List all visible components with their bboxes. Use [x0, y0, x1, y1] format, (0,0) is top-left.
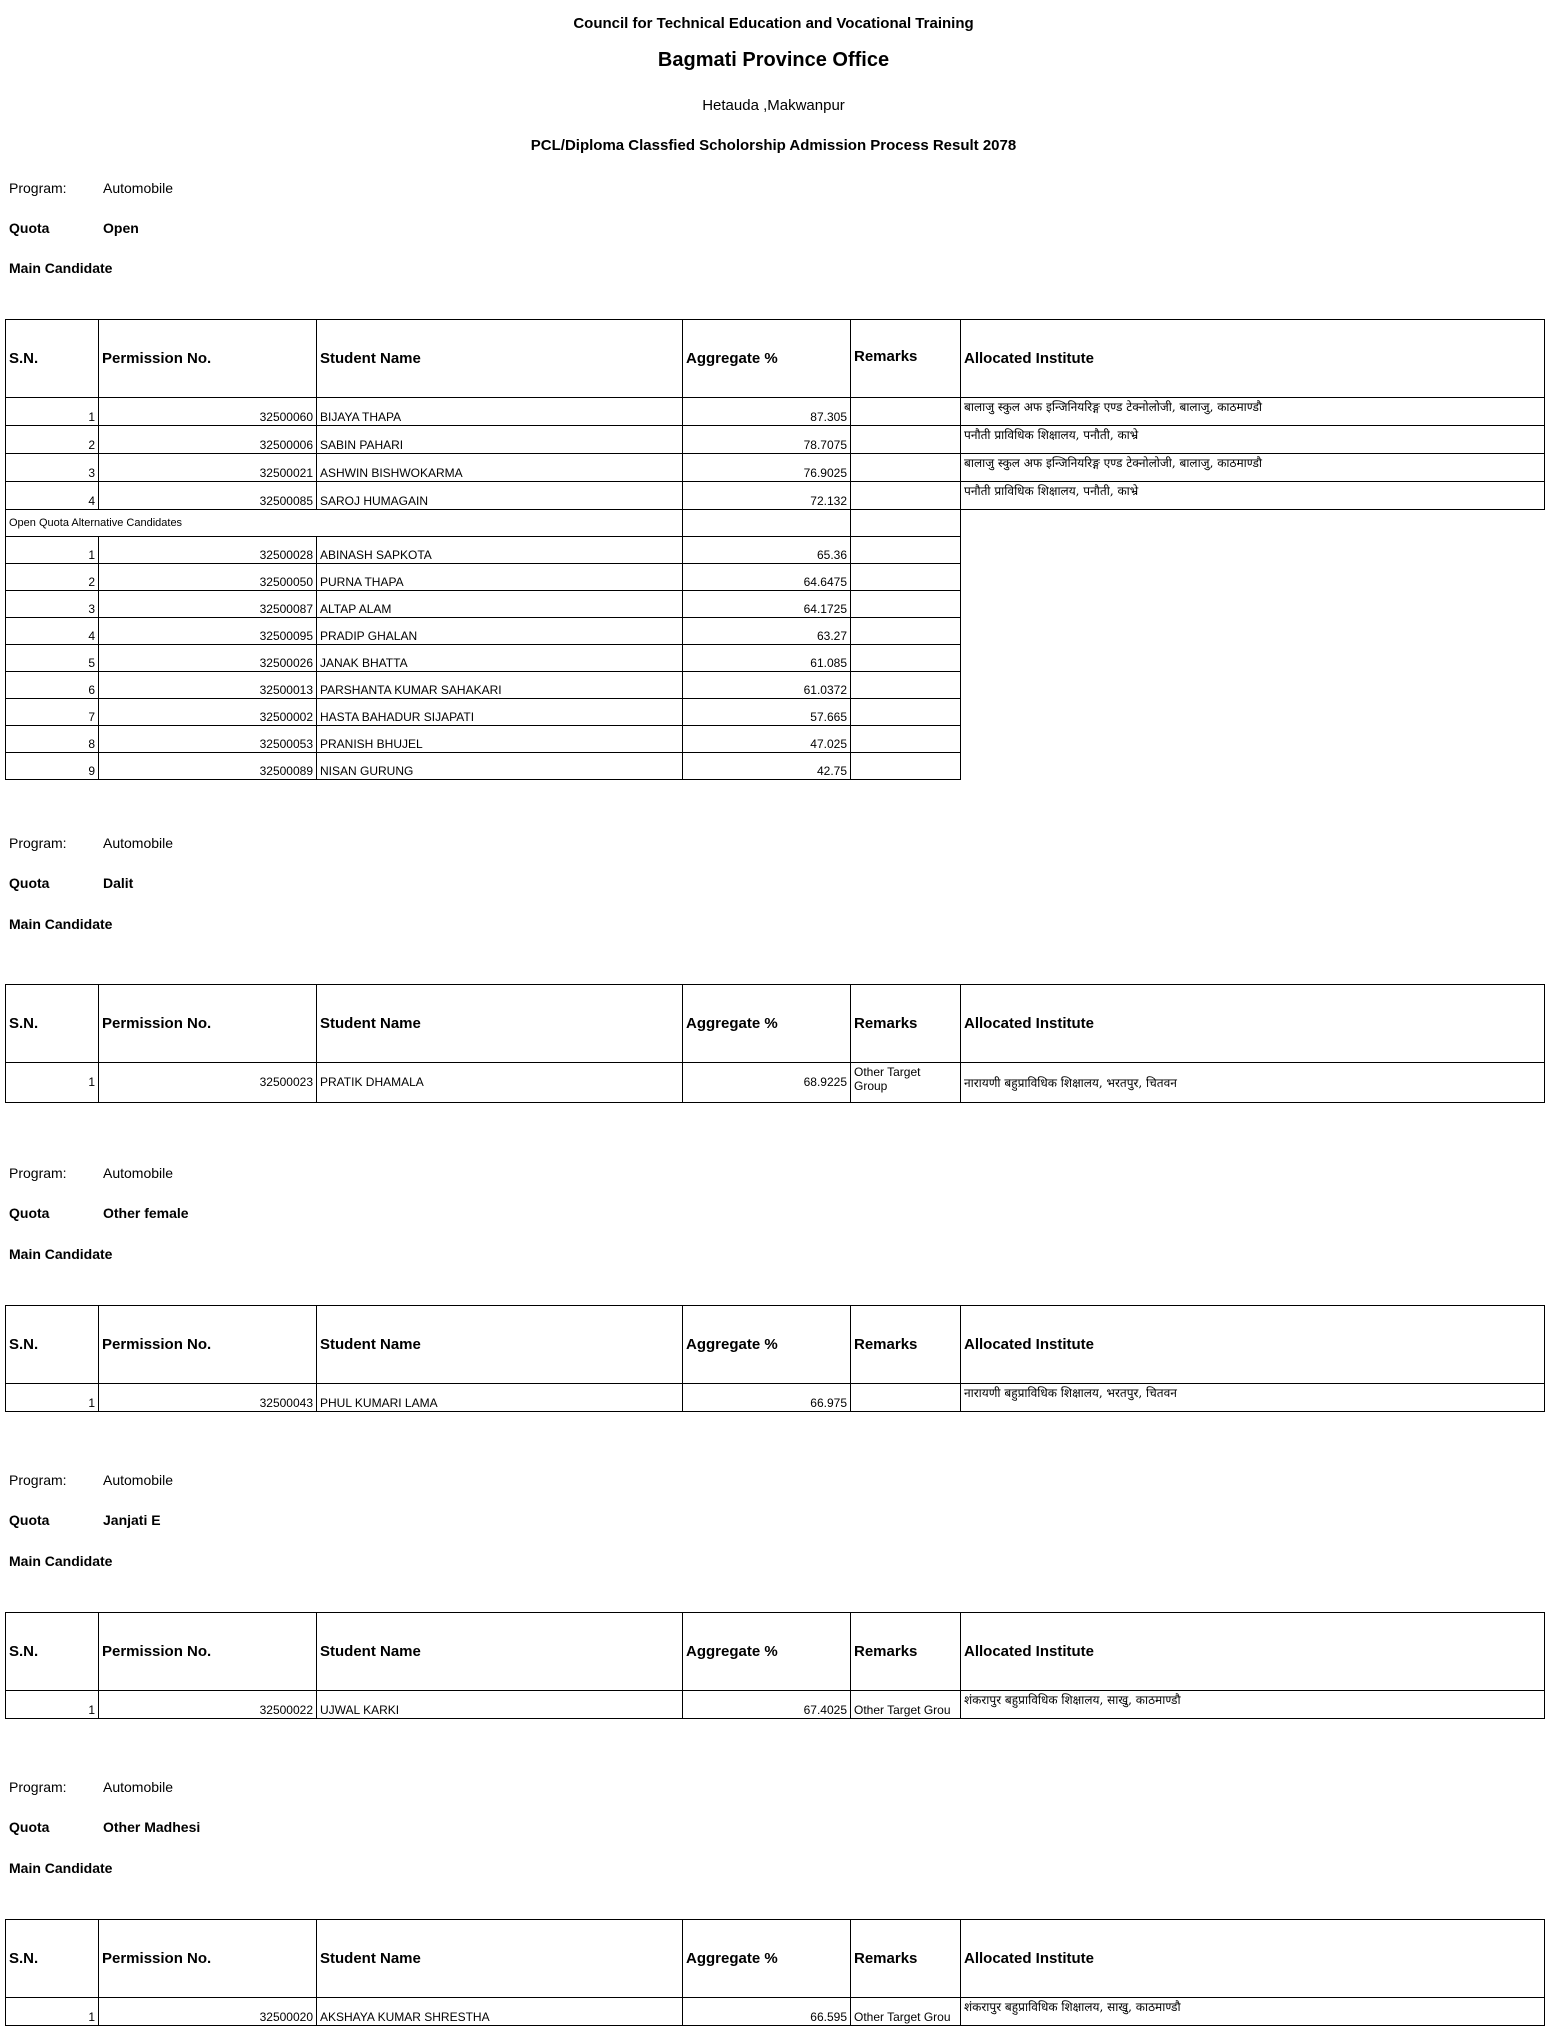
- quota-line: Quota Other female: [9, 1205, 189, 1221]
- main-candidate-label: Main Candidate: [9, 1553, 113, 1569]
- table-row: 8 32500053 PRANISH BHUJEL 47.025: [6, 726, 1545, 753]
- table-row: 2 32500006 SABIN PAHARI 78.7075 पनौती प्राविधिक शिक्षालय, पनौती, काभ्रे: [6, 426, 1545, 454]
- main-candidate-label: Main Candidate: [9, 1246, 113, 1262]
- col-sn: S.N.: [6, 1306, 99, 1384]
- program-line: Program: Automobile: [9, 835, 174, 851]
- col-name: Student Name: [317, 320, 683, 398]
- table-header: [6, 320, 1545, 398]
- table-header: [6, 1306, 1545, 1384]
- program-line: Program: Automobile: [9, 1165, 174, 1181]
- col-remarks: Remarks: [851, 1920, 961, 1998]
- col-sn: S.N.: [6, 985, 99, 1063]
- col-permission: Permission No.: [99, 320, 317, 398]
- table-row: 1 32500043 PHUL KUMARI LAMA 66.975 नारायणी बहुप्राविधिक शिक्षालय, भरतपुर, चितवन: [6, 1384, 1545, 1412]
- col-name: Student Name: [317, 985, 683, 1063]
- table-row: 3 32500087 ALTAP ALAM 64.1725: [6, 591, 1545, 618]
- result-table-other-female: [5, 1305, 1545, 1412]
- col-remarks: Remarks: [851, 985, 961, 1063]
- main-candidate-label: Main Candidate: [9, 916, 113, 932]
- table-row: 4 32500095 PRADIP GHALAN 63.27: [6, 618, 1545, 645]
- program-value: Automobile: [103, 180, 174, 196]
- quota-value: Other Madhesi: [103, 1819, 201, 1835]
- program-value: Automobile: [103, 835, 174, 851]
- col-name: Student Name: [317, 1613, 683, 1691]
- result-table-dalit: [5, 984, 1545, 1103]
- quota-value: Open: [103, 220, 139, 236]
- table-row: 1 32500028 ABINASH SAPKOTA 65.36: [6, 537, 1545, 564]
- office-location: Hetauda ,Makwanpur: [702, 97, 845, 114]
- org-title: Council for Technical Education and Vocational Training: [573, 15, 974, 32]
- table-row: 1 32500023 PRATIK DHAMALA 68.9225 Other Target Group नारायणी बहुप्राविधिक शिक्षालय, भरतपुर, चितवन: [6, 1063, 1545, 1103]
- main-candidate-label: Main Candidate: [9, 1860, 113, 1876]
- quota-line: Quota Open: [9, 220, 139, 236]
- col-permission: Permission No.: [99, 1920, 317, 1998]
- col-aggregate: Aggregate %: [683, 985, 851, 1063]
- col-remarks: Remarks: [851, 1613, 961, 1691]
- col-aggregate: Aggregate %: [683, 1613, 851, 1691]
- col-institute: Allocated Institute: [961, 1920, 1545, 1998]
- col-aggregate: Aggregate %: [683, 1306, 851, 1384]
- quota-value: Janjati E: [103, 1512, 161, 1528]
- table-header: [6, 1613, 1545, 1691]
- col-permission: Permission No.: [99, 1306, 317, 1384]
- result-table-other-madhesi: [5, 1919, 1545, 2026]
- col-institute: Allocated Institute: [961, 1306, 1545, 1384]
- col-permission: Permission No.: [99, 985, 317, 1063]
- table-row: 2 32500050 PURNA THAPA 64.6475: [6, 564, 1545, 591]
- col-sn: S.N.: [6, 1613, 99, 1691]
- program-line: Program: Automobile: [9, 1472, 174, 1488]
- program-value: Automobile: [103, 1779, 174, 1795]
- table-row: 6 32500013 PARSHANTA KUMAR SAHAKARI 61.0372: [6, 672, 1545, 699]
- quota-value: Other female: [103, 1205, 189, 1221]
- alt-candidates-label: Open Quota Alternative Candidates: [6, 510, 683, 537]
- col-remarks: Remarks: [851, 1306, 961, 1384]
- office-title: Bagmati Province Office: [657, 49, 890, 71]
- table-row: 1 32500020 AKSHAYA KUMAR SHRESTHA 66.595 Other Target Grou शंकरापुर बहुप्राविधिक शिक्षालय, साखु, काठमाण्डौ: [6, 1998, 1545, 2026]
- table-header: [6, 1920, 1545, 1998]
- table-header: [6, 985, 1545, 1063]
- table-row: 9 32500089 NISAN GURUNG 42.75: [6, 753, 1545, 780]
- col-aggregate: Aggregate %: [683, 1920, 851, 1998]
- main-candidate-label: Main Candidate: [9, 260, 113, 276]
- col-name: Student Name: [317, 1920, 683, 1998]
- col-aggregate: Aggregate %: [683, 320, 851, 398]
- program-value: Automobile: [103, 1165, 174, 1181]
- result-title: PCL/Diploma Classfied Scholorship Admission Process Result 2078: [530, 137, 1017, 154]
- quota-line: Quota Dalit: [9, 875, 134, 891]
- quota-value: Dalit: [103, 875, 134, 891]
- col-institute: Allocated Institute: [961, 1613, 1545, 1691]
- quota-line: Quota Other Madhesi: [9, 1819, 201, 1835]
- result-table-open: [5, 319, 1545, 780]
- table-row: 3 32500021 ASHWIN BISHWOKARMA 76.9025 बालाजु स्कुल अफ इन्जिनियरिङ्ग एण्ड टेक्नोलोजी, बालाजु, काठमाण्डौ: [6, 454, 1545, 482]
- col-permission: Permission No.: [99, 1613, 317, 1691]
- table-row: 7 32500002 HASTA BAHADUR SIJAPATI 57.665: [6, 699, 1545, 726]
- table-row: 1 32500022 UJWAL KARKI 67.4025 Other Target Grou शंकरापुर बहुप्राविधिक शिक्षालय, साखु, काठमाण्डौ: [6, 1691, 1545, 1719]
- program-line: Program: Automobile: [9, 180, 174, 196]
- result-table-janjati-e: [5, 1612, 1545, 1719]
- col-remarks: Remarks: [851, 320, 961, 398]
- col-sn: S.N.: [6, 1920, 99, 1998]
- table-row: 4 32500085 SAROJ HUMAGAIN 72.132 पनौती प्राविधिक शिक्षालय, पनौती, काभ्रे: [6, 482, 1545, 510]
- col-name: Student Name: [317, 1306, 683, 1384]
- quota-line: Quota Janjati E: [9, 1512, 161, 1528]
- col-institute: Allocated Institute: [961, 320, 1545, 398]
- table-row: 5 32500026 JANAK BHATTA 61.085: [6, 645, 1545, 672]
- col-sn: S.N.: [6, 320, 99, 398]
- table-row: 1 32500060 BIJAYA THAPA 87.305 बालाजु स्कुल अफ इन्जिनियरिङ्ग एण्ड टेक्नोलोजी, बालाजु, काठमाण्डौ: [6, 398, 1545, 426]
- col-institute: Allocated Institute: [961, 985, 1545, 1063]
- program-line: Program: Automobile: [9, 1779, 174, 1795]
- program-value: Automobile: [103, 1472, 174, 1488]
- alt-candidates-row: [6, 510, 1545, 537]
